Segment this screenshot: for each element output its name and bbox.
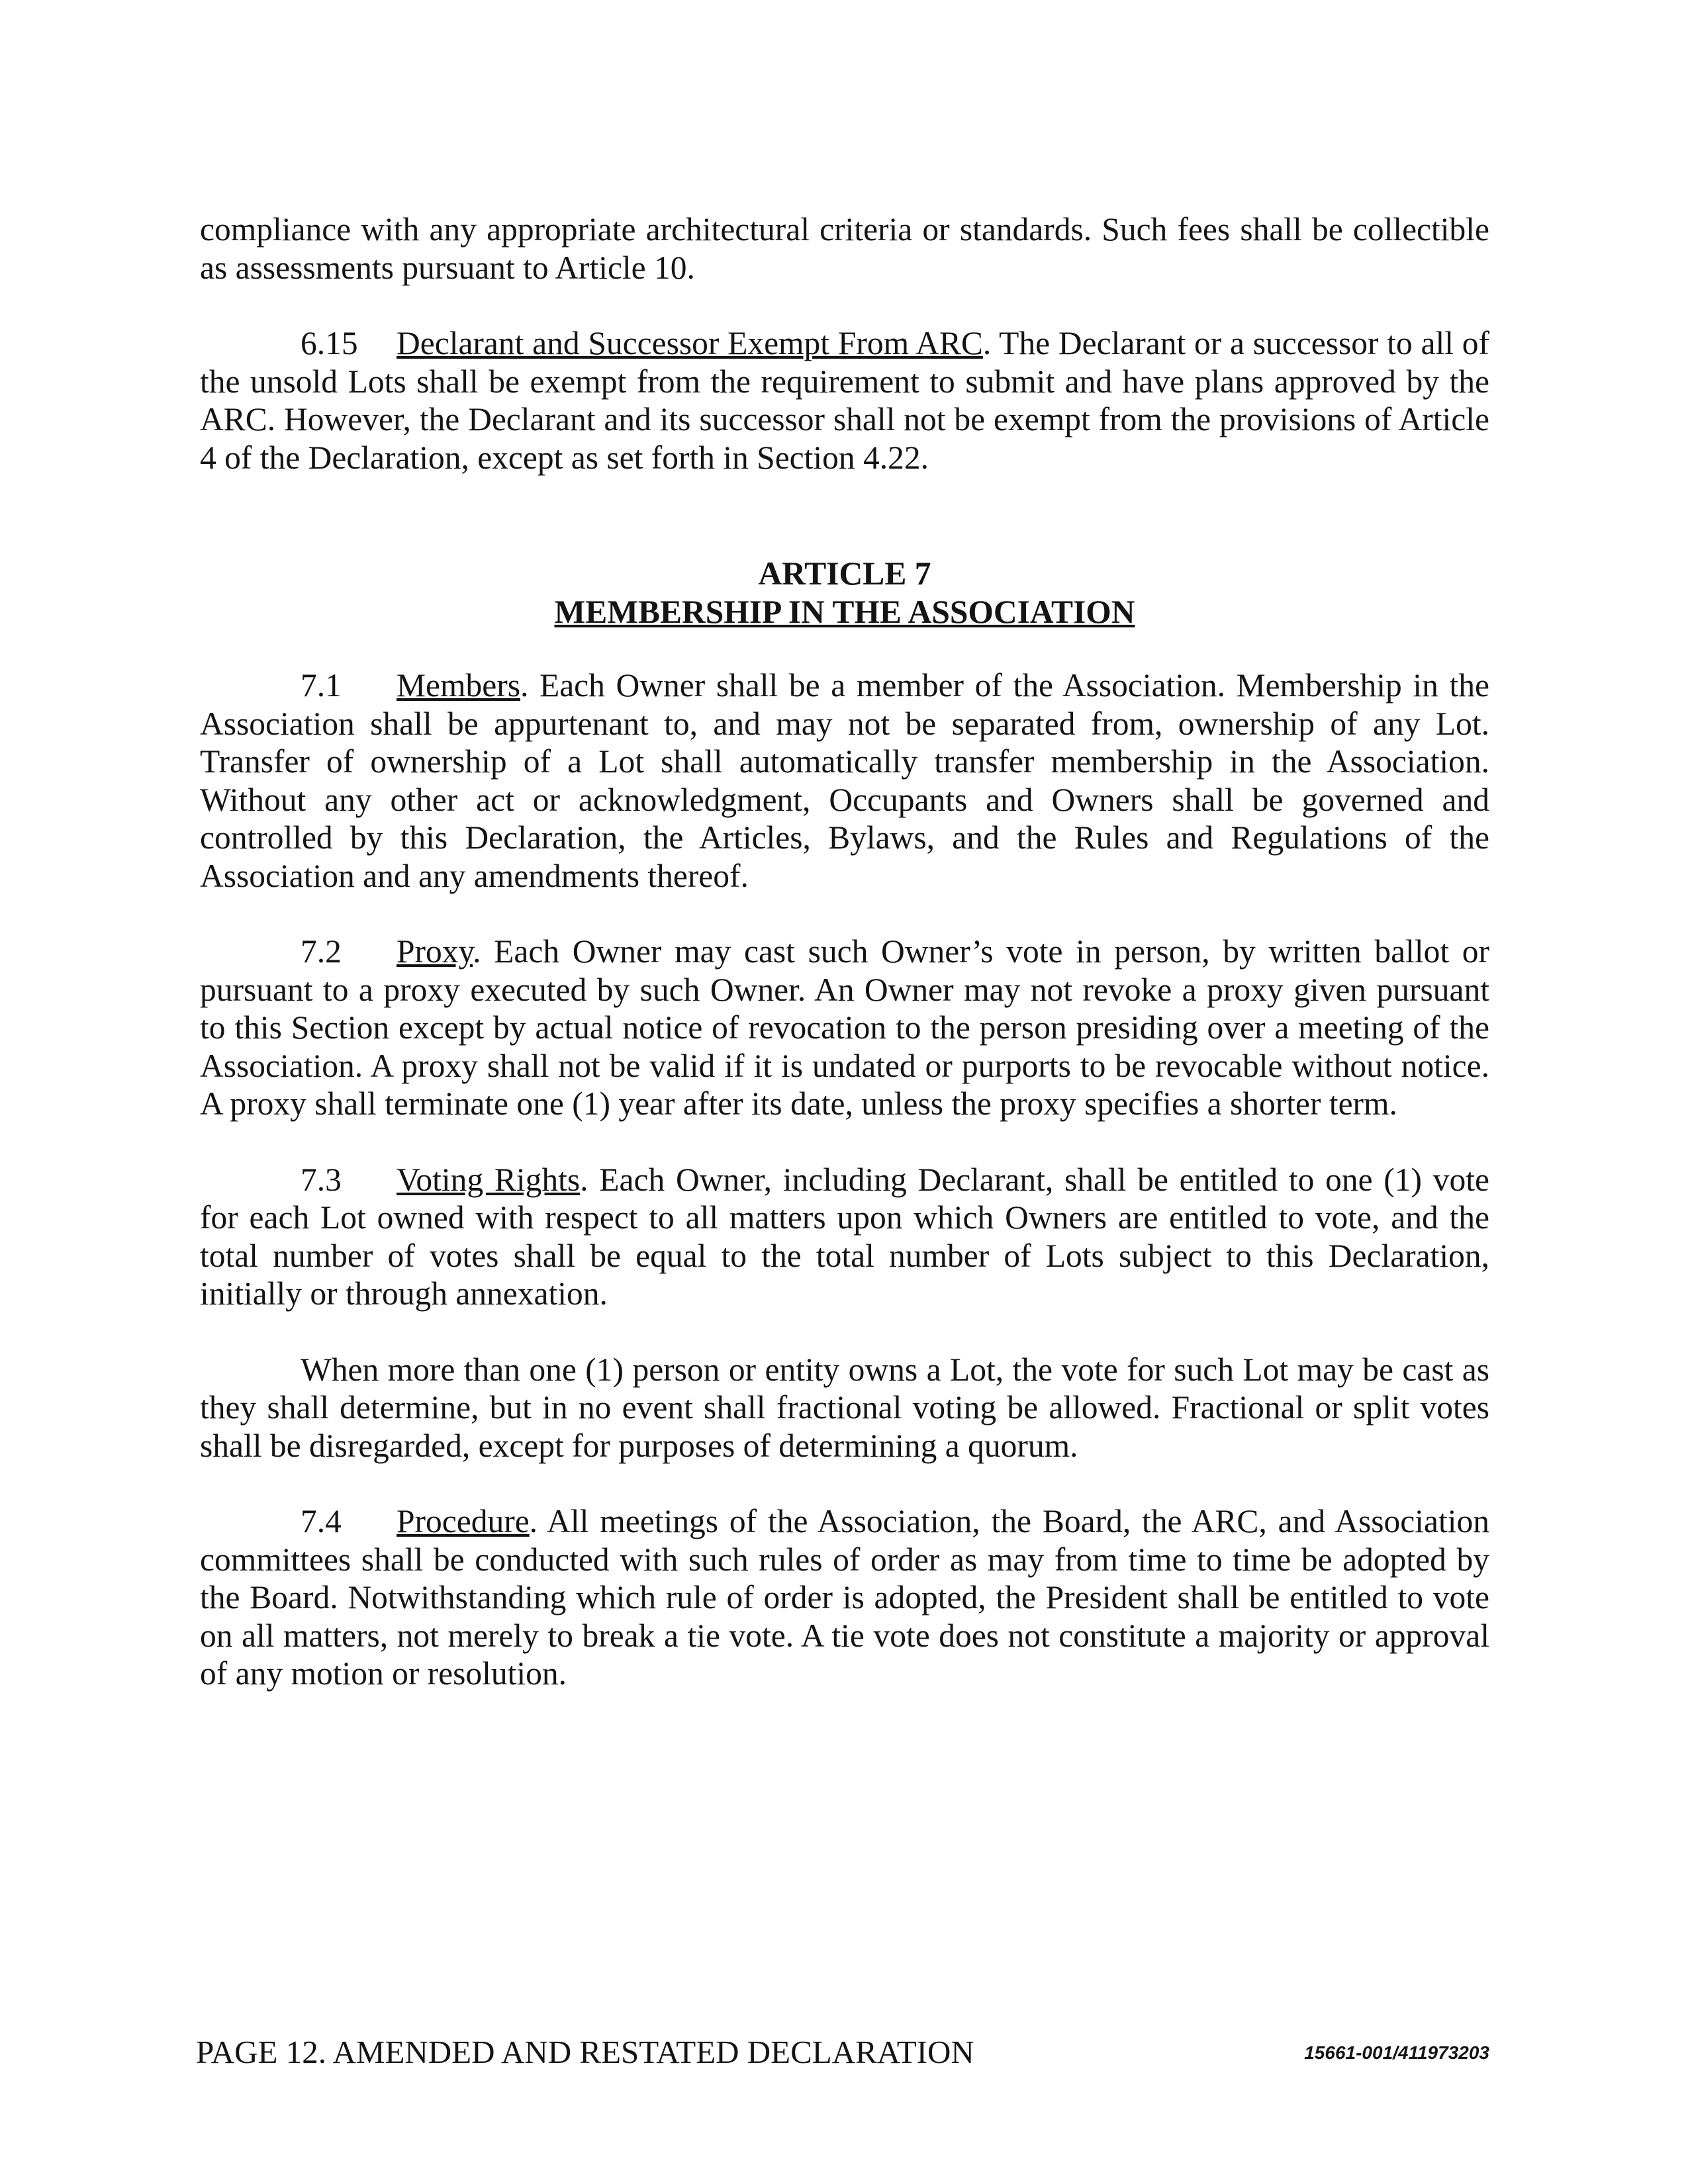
section-number: 7.2 (301, 933, 342, 970)
voting-paragraph: When more than one (1) person or entity owns a Lot, the vote for such Lot may be cast as they shall determine, but in no event shall fractional voting be allowed. Fractional or split votes shall be disregarded, except for purposes of determining a quorum. (200, 1351, 1489, 1464)
section-7-4 (200, 1502, 1489, 1693)
section-text: . Each Owner shall be a member of the Association. Membership in the Association shall be appurtenant to, and may not be separated from, ownership of any Lot. Transfer of ownership of a Lot shall automatically transfer membership in the Association. Without any other act or acknowledgment, Occupants and Owners shall be governed and controlled by this Declaration, the Articles, Bylaws, and the Rules and Regulations of the Association and any amendments thereof. (200, 667, 1489, 894)
section-6-15 (200, 324, 1489, 477)
section-text: . Each Owner may cast such Owner’s vote in person, by written ballot or pursuant to a proxy executed by such Owner. An Owner may not revoke a proxy given pursuant to this Section except by actual notice of revocation to the person presiding over a meeting of the Association. A proxy shall not be valid if it is undated or purports to be revocable without notice. A proxy shall terminate one (1) year after its date, unless the proxy specifies a shorter term. (200, 933, 1489, 1122)
section-number: 6.15 (301, 325, 358, 361)
document-body (200, 210, 1489, 1693)
section-7-2 (200, 933, 1489, 1123)
section-text: . The Declarant or a successor to all of the unsold Lots shall be exempt from the requirement to submit and have plans approved by the ARC. However, the Declarant and its successor shall not be exempt from the provisions of Article 4 of the Declaration, except as set forth in Section 4.22. (200, 325, 1489, 476)
section-heading: Declarant and Successor Exempt From ARC (397, 325, 983, 361)
article-heading (200, 555, 1489, 631)
section-text: . Each Owner, including Declarant, shall be entitled to one (1) vote for each Lot owned with respect to all matters upon which Owners are entitled to vote, and the total number of votes shall be equal to the total number of Lots subject to this Declaration, initially or through annexation. (200, 1161, 1489, 1312)
section-heading: Voting Rights (397, 1161, 581, 1198)
section-number: 7.3 (301, 1161, 342, 1198)
section-7-1 (200, 666, 1489, 895)
section-number: 7.1 (301, 667, 342, 704)
section-7-3 (200, 1161, 1489, 1313)
document-id: 15661-001/411973203 (1304, 2042, 1489, 2063)
article-label: ARTICLE 7 (758, 555, 931, 592)
section-number: 7.4 (301, 1503, 342, 1539)
page-footer (196, 2033, 1489, 2079)
continuation-paragraph: compliance with any appropriate architectural criteria or standards. Such fees shall be collectible as assessments pursuant to Article 10. (200, 211, 1489, 286)
section-heading: Proxy (397, 933, 473, 970)
section-text: . All meetings of the Association, the Board, the ARC, and Association committees shall be conducted with such rules of order as may from time to time be adopted by the Board. Notwithstanding which rule of order is adopted, the President shall be entitled to vote on all matters, not merely to break a tie vote. A tie vote does not constitute a majority or approval of any motion or resolution. (200, 1503, 1489, 1692)
article-title: MEMBERSHIP IN THE ASSOCIATION (554, 593, 1135, 630)
page-label: PAGE 12. AMENDED AND RESTATED DECLARATION (196, 2034, 974, 2070)
section-heading: Members (397, 667, 520, 704)
section-heading: Procedure (397, 1503, 530, 1539)
